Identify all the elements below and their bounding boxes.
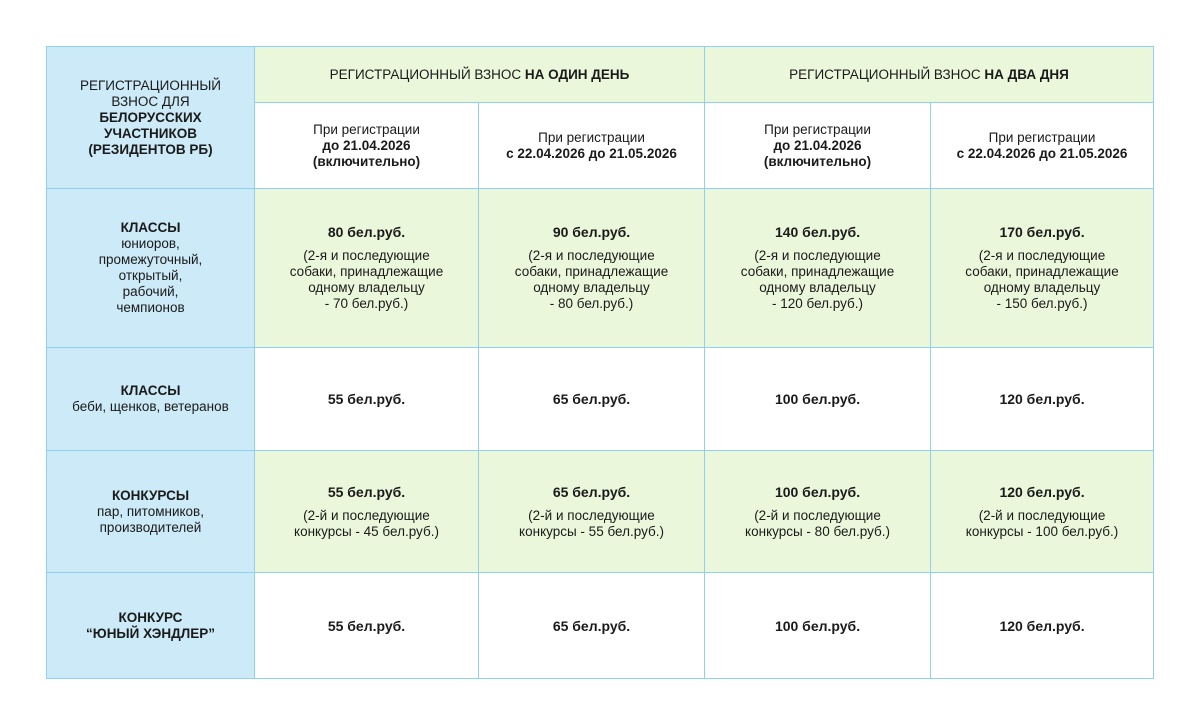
row-subtitle: “ЮНЫЙ ХЭНДЛЕР” bbox=[86, 625, 215, 641]
fee-price: 140 бел.руб. bbox=[774, 224, 861, 240]
fee-price: 80 бел.руб. bbox=[327, 224, 406, 240]
fee-note: - 150 бел.руб.) bbox=[996, 296, 1088, 311]
period-label: При регистрации bbox=[764, 121, 871, 137]
period-cell bbox=[705, 103, 931, 189]
period-dates: до 21.04.2026 bbox=[322, 137, 411, 153]
header-two-days-bold: НА ДВА ДНЯ bbox=[984, 66, 1069, 82]
fee-cell bbox=[255, 451, 479, 573]
corner-line-2: ВЗНОС ДЛЯ bbox=[111, 93, 190, 109]
registration-fee-table bbox=[46, 46, 1154, 679]
fee-cell bbox=[255, 348, 479, 451]
row-subtitle: открытый, bbox=[118, 268, 183, 283]
period-dates: с 22.04.2026 до 21.05.2026 bbox=[506, 145, 677, 161]
fee-price: 55 бел.руб. bbox=[327, 617, 406, 634]
fee-cell bbox=[931, 451, 1154, 573]
fee-cell bbox=[931, 189, 1154, 348]
period-extra: (включительно) bbox=[312, 153, 421, 169]
row-title: КЛАССЫ bbox=[120, 383, 181, 398]
period-cell bbox=[931, 103, 1154, 189]
row-title: КЛАССЫ bbox=[120, 220, 181, 235]
fee-cell bbox=[931, 348, 1154, 451]
header-one-day bbox=[255, 47, 705, 103]
row-header-cell bbox=[47, 189, 255, 348]
header-one-day-bold: НА ОДИН ДЕНЬ bbox=[524, 66, 630, 82]
fee-note: (2-й и последующие bbox=[754, 507, 881, 523]
fee-price: 65 бел.руб. bbox=[552, 391, 631, 407]
fee-note: конкурсы - 55 бел.руб.) bbox=[519, 523, 664, 539]
corner-header-cell bbox=[47, 47, 255, 189]
row-title: КОНКУРСЫ bbox=[111, 487, 190, 503]
fee-price: 120 бел.руб. bbox=[999, 391, 1085, 407]
row-subtitle: промежуточный, bbox=[98, 252, 203, 267]
fee-price: 65 бел.руб. bbox=[552, 483, 631, 500]
corner-bold-1: БЕЛОРУССКИХ bbox=[99, 109, 202, 125]
period-label: При регистрации bbox=[313, 121, 420, 137]
fee-cell bbox=[479, 189, 705, 348]
fee-cell bbox=[705, 348, 931, 451]
fee-note: (2-й и последующие bbox=[303, 507, 430, 523]
fee-cell bbox=[705, 573, 931, 679]
corner-bold-3: (РЕЗИДЕНТОВ РБ) bbox=[88, 141, 213, 157]
fee-cell bbox=[255, 573, 479, 679]
fee-note: (2-я и последующие bbox=[303, 248, 430, 263]
fee-price: 90 бел.руб. bbox=[552, 224, 631, 240]
fee-price: 170 бел.руб. bbox=[999, 224, 1085, 240]
fee-note: (2-я и последующие bbox=[754, 248, 881, 263]
corner-line-1: РЕГИСТРАЦИОННЫЙ bbox=[79, 77, 222, 93]
header-one-day-prefix: РЕГИСТРАЦИОННЫЙ ВЗНОС bbox=[329, 66, 525, 82]
fee-note: (2-я и последующие bbox=[978, 248, 1106, 263]
period-label: При регистрации bbox=[538, 129, 645, 145]
fee-cell bbox=[705, 189, 931, 348]
row-header-cell bbox=[47, 573, 255, 679]
period-cell bbox=[479, 103, 705, 189]
fee-price: 65 бел.руб. bbox=[552, 617, 631, 634]
row-header-cell bbox=[47, 451, 255, 573]
fee-note: (2-я и последующие bbox=[528, 248, 655, 263]
fee-cell bbox=[479, 573, 705, 679]
fee-note: - 80 бел.руб.) bbox=[549, 296, 634, 311]
fee-note: одному владельцу bbox=[308, 280, 425, 295]
fee-price: 120 бел.руб. bbox=[999, 483, 1085, 500]
corner-bold-2: УЧАСТНИКОВ bbox=[104, 125, 197, 141]
fee-note: конкурсы - 45 бел.руб.) bbox=[294, 523, 439, 539]
fee-note: собаки, принадлежащие bbox=[514, 264, 669, 279]
fee-note: - 70 бел.руб.) bbox=[324, 296, 409, 311]
fee-note: собаки, принадлежащие bbox=[965, 264, 1119, 279]
fee-note: одному владельцу bbox=[759, 280, 876, 295]
fee-note: - 120 бел.руб.) bbox=[772, 296, 864, 311]
fee-price: 100 бел.руб. bbox=[774, 617, 861, 634]
fee-cell bbox=[255, 189, 479, 348]
fee-note: (2-й и последующие bbox=[978, 507, 1106, 523]
row-header-cell bbox=[47, 348, 255, 451]
row-subtitle: чемпионов bbox=[116, 300, 185, 315]
fee-note: собаки, принадлежащие bbox=[740, 264, 895, 279]
fee-price: 55 бел.руб. bbox=[327, 483, 406, 500]
row-subtitle: рабочий, bbox=[122, 284, 179, 299]
fee-cell bbox=[705, 451, 931, 573]
row-subtitle: производителей bbox=[99, 519, 202, 535]
fee-note: конкурсы - 80 бел.руб.) bbox=[745, 523, 890, 539]
row-subtitle: юниоров, bbox=[121, 236, 180, 251]
row-subtitle: пар, питомников, bbox=[97, 503, 204, 519]
period-dates: с 22.04.2026 до 21.05.2026 bbox=[956, 145, 1128, 161]
fee-note: конкурсы - 100 бел.руб.) bbox=[965, 523, 1119, 539]
row-title: КОНКУРС bbox=[118, 609, 183, 625]
header-two-days-prefix: РЕГИСТРАЦИОННЫЙ ВЗНОС bbox=[789, 66, 985, 82]
fee-note: одному владельцу bbox=[533, 280, 650, 295]
header-two-days bbox=[705, 47, 1154, 103]
fee-note: собаки, принадлежащие bbox=[289, 264, 444, 279]
fee-note: одному владельцу bbox=[983, 280, 1101, 295]
fee-note: (2-й и последующие bbox=[528, 507, 655, 523]
fee-cell bbox=[931, 573, 1154, 679]
fee-price: 100 бел.руб. bbox=[774, 483, 861, 500]
fee-price: 55 бел.руб. bbox=[327, 391, 406, 407]
row-subtitle: беби, щенков, ветеранов bbox=[72, 399, 229, 414]
fee-price: 120 бел.руб. bbox=[999, 617, 1085, 634]
period-dates: до 21.04.2026 bbox=[773, 137, 862, 153]
fee-cell bbox=[479, 451, 705, 573]
fee-price: 100 бел.руб. bbox=[774, 391, 861, 407]
fee-cell bbox=[479, 348, 705, 451]
period-label: При регистрации bbox=[988, 129, 1096, 145]
period-extra: (включительно) bbox=[763, 153, 872, 169]
period-cell bbox=[255, 103, 479, 189]
